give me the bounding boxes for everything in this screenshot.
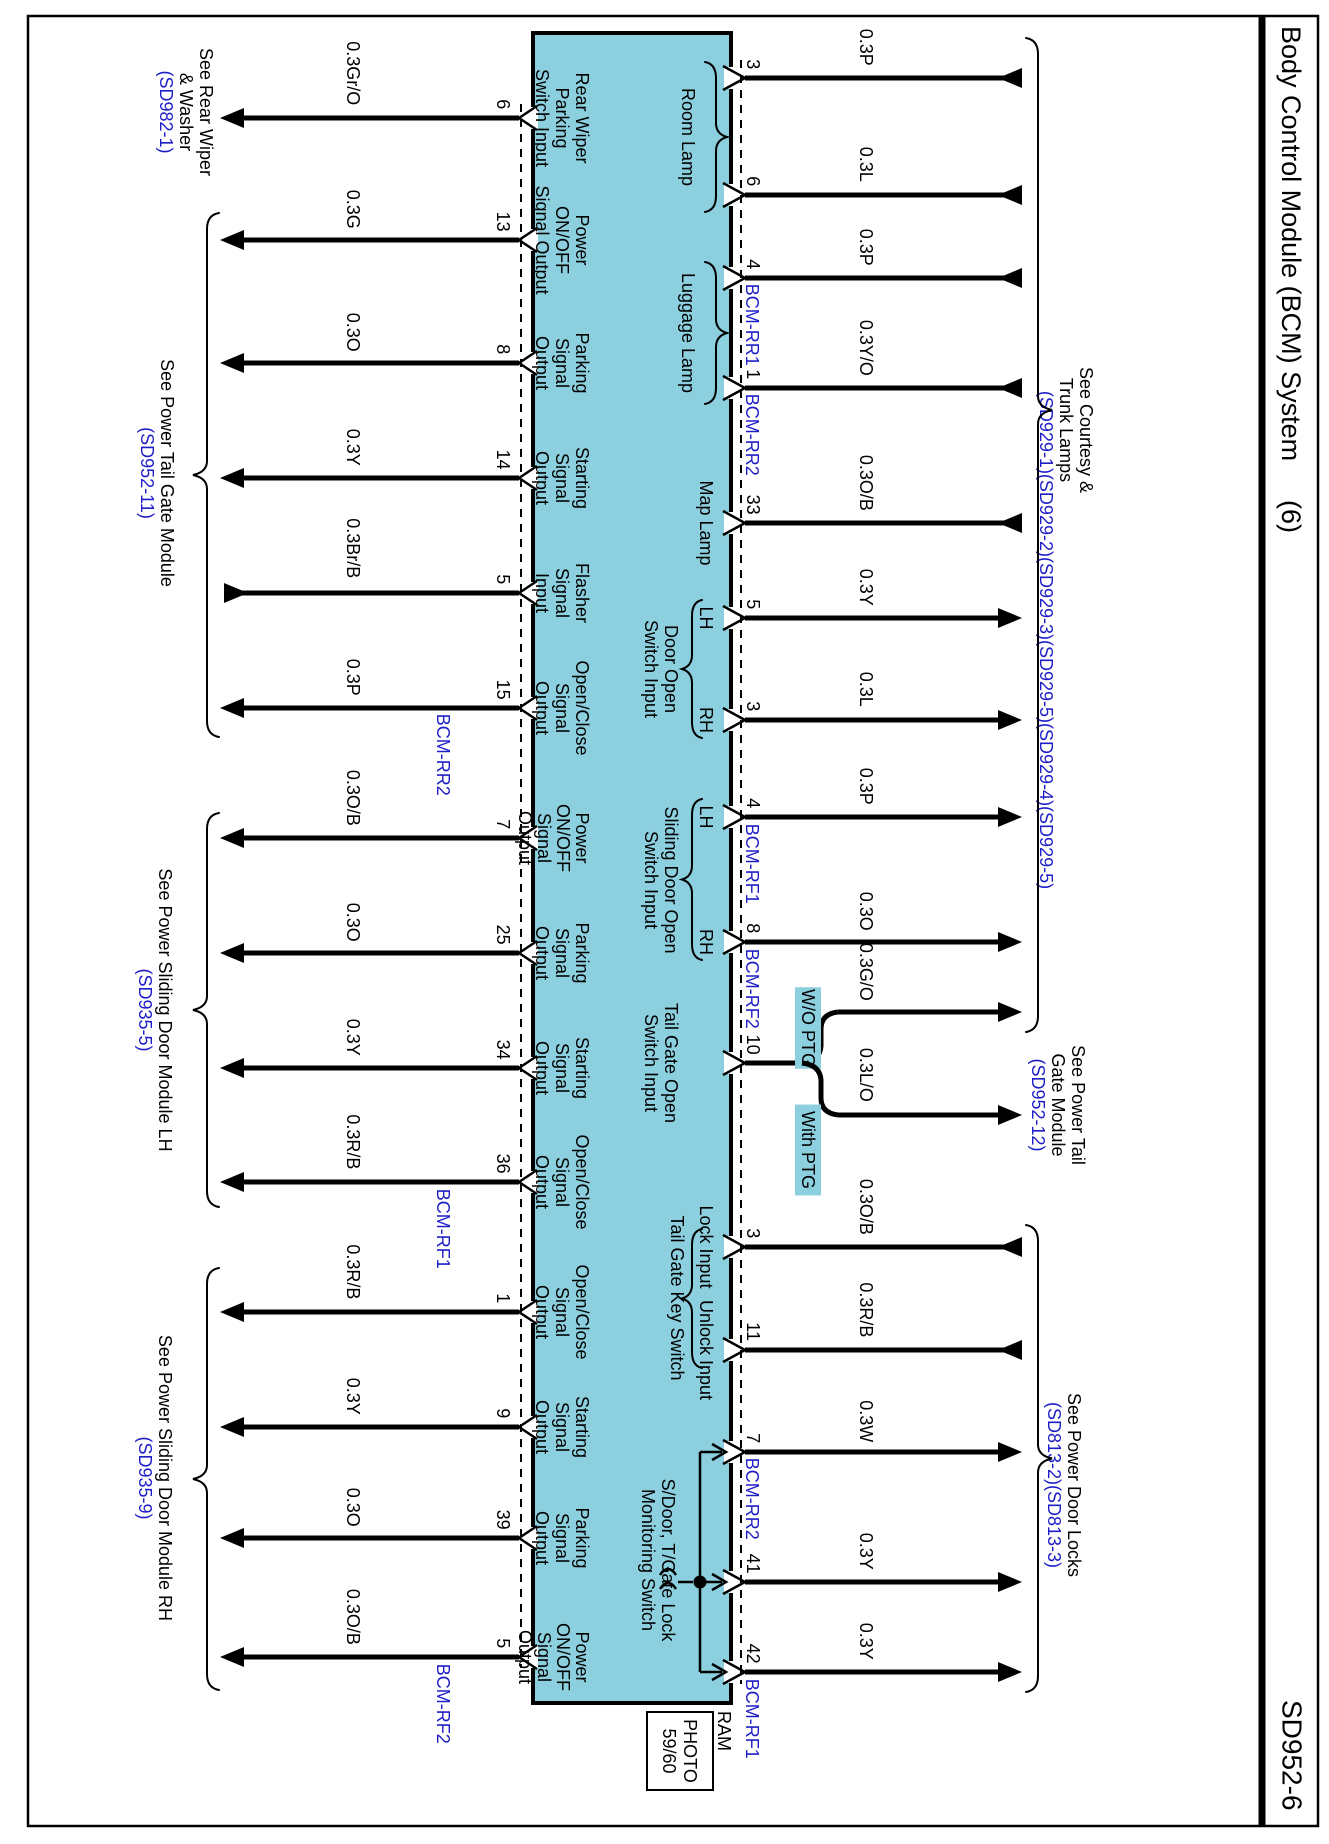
wire-label: 0.3Y <box>856 1532 876 1570</box>
box-function-label: Parking <box>572 332 592 394</box>
wire-label: 0.3O <box>343 312 363 352</box>
box-sub-label: RH <box>696 929 716 955</box>
group-brace-left <box>193 813 219 1207</box>
pin-number: 8 <box>743 923 763 934</box>
see-label: & Washer <box>176 72 196 152</box>
wire-label: 0.3Gr/O <box>343 41 363 106</box>
box-function-label: Output <box>515 1629 535 1685</box>
arrow-out <box>998 1105 1022 1125</box>
arrow-into-box <box>224 583 248 603</box>
pin-number: 1 <box>743 369 763 380</box>
connector-name[interactable]: BCM-RF1 <box>742 1678 762 1759</box>
pin-number: 42 <box>743 1643 763 1664</box>
wire-label: 0.3G <box>343 189 363 229</box>
wire-label: 0.3Y <box>343 1018 363 1056</box>
arrow-out <box>998 1662 1022 1682</box>
box-function-label: Starting <box>572 446 592 510</box>
wire-label: 0.3R/B <box>343 1244 363 1300</box>
arrow-out <box>220 1647 244 1667</box>
photo-box-text: PHOTO <box>680 1719 700 1783</box>
arrow-into-box <box>998 185 1022 205</box>
pin-number: 6 <box>743 176 763 187</box>
group-brace-left <box>193 1268 219 1690</box>
box-function-label: Signal <box>552 1401 572 1453</box>
arrow-out <box>220 698 244 718</box>
arrow-into-box <box>998 513 1022 533</box>
ref-link-SD929-1SD929[interactable]: (SD929-1)(SD929-2)(SD929-3)(SD929-5)(SD929-4)(SD929-5) <box>1036 390 1056 890</box>
connector-name[interactable]: BCM-RF2 <box>742 948 762 1029</box>
box-sub-label: LH <box>696 805 716 829</box>
box-sub-label: RH <box>696 707 716 733</box>
box-function-label: Parking <box>572 1507 592 1569</box>
box-function-label: Rear Wiper <box>572 72 592 164</box>
wire-label: 0.3O/B <box>856 1178 876 1235</box>
arrow-out <box>220 828 244 848</box>
wire-label: 0.3O/B <box>343 1588 363 1645</box>
pin-number: 36 <box>493 1153 513 1174</box>
box-function-label: Signal <box>552 1042 572 1094</box>
box-function-label: Switch Input <box>641 830 661 930</box>
box-function-label: Output <box>532 680 552 736</box>
box-function-label: Output <box>515 810 535 866</box>
connector-name[interactable]: BCM-RF1 <box>433 1188 453 1269</box>
page-title: Body Control Module (BCM) System <box>1276 26 1306 462</box>
box-function-label: Output <box>532 335 552 391</box>
connector-name[interactable]: BCM-RR1 <box>742 283 762 366</box>
pin-number: 33 <box>743 494 763 515</box>
wire-label: 0.3P <box>343 658 363 696</box>
box-function-label: Switch Input <box>641 1013 661 1113</box>
box-sub-label: Unlock Input <box>696 1299 716 1401</box>
box-function-label: Signal <box>552 1156 572 1208</box>
box-function-label: ON/OFF <box>552 206 572 274</box>
ref-link-SD952-11[interactable]: (SD952-11) <box>137 427 157 519</box>
box-function-label: Open/Close <box>572 1264 592 1360</box>
arrow-out <box>220 468 244 488</box>
wire-label: 0.3L <box>856 146 876 182</box>
ref-link-SD813-2SD813[interactable]: (SD813-2)(SD813-3) <box>1044 1401 1064 1569</box>
wire-label: 0.3P <box>856 28 876 66</box>
see-label: Trunk Lamps <box>1056 377 1076 483</box>
see-label: See Power Sliding Door Module LH <box>155 868 175 1152</box>
box-function-label: Tail Gate Key Switch <box>667 1215 687 1381</box>
pin-number: 3 <box>743 1228 763 1239</box>
pin-number: 4 <box>743 798 763 809</box>
wire-label: 0.3Y <box>343 428 363 466</box>
box-function-label: Output <box>532 1284 552 1340</box>
box-function-label: Signal <box>552 567 572 619</box>
junction-dot <box>694 1576 707 1589</box>
wire-label: 0.3L/O <box>856 1047 876 1102</box>
wire-label: 0.3P <box>856 767 876 805</box>
box-function-label: ON/OFF <box>553 1623 573 1691</box>
wire-label: 0.3Y <box>343 1377 363 1415</box>
box-function-label: Power <box>572 1631 592 1683</box>
arrow-out <box>220 1302 244 1322</box>
box-function-label: Signal Output <box>532 185 552 295</box>
arrow-out <box>998 608 1022 628</box>
ref-link-SD935-9[interactable]: (SD935-9) <box>135 1436 155 1520</box>
wire-label: 0.3Br/B <box>343 518 363 579</box>
pin-number: 3 <box>743 701 763 712</box>
see-label: See Power Tail <box>1068 1045 1088 1165</box>
wire-label: 0.3O <box>343 1487 363 1527</box>
wire-label: 0.3O <box>856 891 876 931</box>
see-label: See Power Tail Gate Module <box>157 359 177 587</box>
arrow-out <box>998 807 1022 827</box>
pin-number: 25 <box>493 924 513 945</box>
doc-code: SD952-6 <box>1276 1700 1308 1811</box>
box-function-label: Starting <box>572 1395 592 1459</box>
pin-number: 34 <box>493 1039 513 1060</box>
box-function-label: Map Lamp <box>696 480 716 566</box>
pin-number: 9 <box>493 1408 513 1419</box>
pin-number: 7 <box>493 819 513 830</box>
see-label: Gate Module <box>1048 1053 1068 1157</box>
box-function-label: Output <box>532 1040 552 1096</box>
box-function-label: Signal <box>534 812 554 864</box>
box-function-label: Tail Gate Open <box>661 1002 681 1124</box>
box-function-label: Starting <box>572 1036 592 1100</box>
box-function-label: Output <box>532 450 552 506</box>
box-function-label: Signal <box>552 1512 572 1564</box>
wire-label: 0.3Y <box>856 1622 876 1660</box>
box-function-label: Open/Close <box>572 1134 592 1230</box>
see-label: See Power Sliding Door Module RH <box>155 1334 175 1622</box>
ref-link-SD982-1[interactable]: (SD982-1) <box>156 70 176 154</box>
wire-label: 0.3W <box>856 1400 876 1443</box>
wire-label: 0.3G/O <box>856 942 876 1001</box>
see-label: See Power Door Locks <box>1064 1392 1084 1578</box>
ram-label: RAM <box>714 1711 734 1752</box>
box-function-label: Signal <box>552 927 572 979</box>
arrow-out <box>998 932 1022 952</box>
box-sub-label: LH <box>696 606 716 630</box>
box-function-label: Signal <box>552 452 572 504</box>
arrow-out <box>220 1172 244 1192</box>
wire-label: 0.3Y/O <box>856 319 876 376</box>
connector-name[interactable]: BCM-RR2 <box>742 393 762 476</box>
box-function-label: Parking <box>552 87 572 149</box>
see-label: See Rear Wiper <box>196 47 216 177</box>
pin-number: 11 <box>743 1322 763 1341</box>
arrow-into-box <box>998 268 1022 288</box>
pin-number: 39 <box>493 1509 513 1530</box>
pin-number: 7 <box>743 1433 763 1444</box>
box-function-label: Power <box>572 214 592 266</box>
pin-number: 15 <box>493 679 513 700</box>
pin-number: 14 <box>493 449 513 470</box>
page-title-number: (6) <box>1276 500 1306 533</box>
box-function-label: Parking <box>572 922 592 984</box>
connector-name[interactable]: BCM-RF1 <box>742 823 762 904</box>
box-function-label: Output <box>532 1510 552 1566</box>
group-brace-left <box>193 213 219 737</box>
pin-number: 5 <box>743 599 763 610</box>
photo-box-text: 59/60 <box>659 1728 679 1774</box>
wire-label: 0.3Y <box>856 568 876 606</box>
box-function-label: Switch Input <box>532 68 552 168</box>
arrow-out <box>220 1058 244 1078</box>
box-function-label: S/Door, T/Gate Lock <box>658 1478 678 1642</box>
box-function-label: Signal <box>552 337 572 389</box>
box-function-label: Open/Close <box>572 660 592 756</box>
arrow-out <box>220 1528 244 1548</box>
box-function-label: Output <box>532 925 552 981</box>
box-function-label: Door Open <box>661 624 681 714</box>
box-function-label: Room Lamp <box>678 87 698 187</box>
option-tag: With PTG <box>798 1110 818 1190</box>
box-function-label: Signal <box>552 682 572 734</box>
box-function-label: Flasher <box>572 562 592 624</box>
pin-number: 8 <box>493 344 513 355</box>
arrow-out <box>220 230 244 250</box>
arrow-out <box>220 108 244 128</box>
wire-label: 0.3R/B <box>343 1114 363 1170</box>
connector-name[interactable]: BCM-RR2 <box>433 713 453 796</box>
pin-number: 13 <box>493 211 513 232</box>
connector-name[interactable]: BCM-RR2 <box>742 1457 762 1540</box>
wire-label: 0.3P <box>856 228 876 266</box>
see-label: See Courtesy & <box>1076 366 1096 494</box>
box-sub-label: Lock Input <box>696 1205 716 1289</box>
pin-number: 3 <box>743 59 763 70</box>
arrow-into-box <box>998 1340 1022 1360</box>
wire-label: 0.3O/B <box>856 454 876 511</box>
arrow-out <box>998 1442 1022 1462</box>
pin-number: 6 <box>493 99 513 110</box>
photo-box <box>647 1712 713 1790</box>
arrow-out <box>998 1002 1022 1022</box>
pin-number: 5 <box>493 1638 513 1649</box>
box-function-label: Sliding Door Open <box>661 806 681 954</box>
arrow-into-box <box>998 68 1022 88</box>
box-function-label: Input <box>532 572 552 614</box>
pin-number: 10 <box>743 1034 763 1055</box>
wire-label: 0.3O/B <box>343 769 363 826</box>
pin-number: 41 <box>743 1553 763 1574</box>
pin-number: 1 <box>493 1293 513 1304</box>
arrow-out <box>998 710 1022 730</box>
arrow-out <box>220 353 244 373</box>
pin-number: 4 <box>743 259 763 270</box>
option-tag: W/O PTG <box>798 989 818 1067</box>
arrow-out <box>220 943 244 963</box>
box-function-label: Output <box>532 1399 552 1455</box>
wire-label: 0.3O <box>343 902 363 942</box>
box-function-label: Monitoring Switch <box>638 1488 658 1632</box>
ref-link-SD935-5[interactable]: (SD935-5) <box>135 968 155 1052</box>
arrow-out <box>998 1572 1022 1592</box>
connector-name[interactable]: BCM-RF2 <box>433 1663 453 1744</box>
box-function-label: Luggage Lamp <box>678 272 698 394</box>
box-function-label: Signal <box>534 1631 554 1683</box>
arrow-into-box <box>998 1237 1022 1257</box>
pin-number: 5 <box>493 574 513 585</box>
box-function-label: Signal <box>552 1286 572 1338</box>
box-function-label: Power <box>572 812 592 864</box>
ref-link-SD952-12[interactable]: (SD952-12) <box>1028 1058 1048 1152</box>
box-function-label: Switch Input <box>641 619 661 719</box>
wire-label: 0.3R/B <box>856 1282 876 1338</box>
arrow-into-box <box>998 378 1022 398</box>
box-function-label: ON/OFF <box>553 804 573 872</box>
arrow-out <box>220 1417 244 1437</box>
wire-label: 0.3L <box>856 671 876 707</box>
box-function-label: Output <box>532 1154 552 1210</box>
